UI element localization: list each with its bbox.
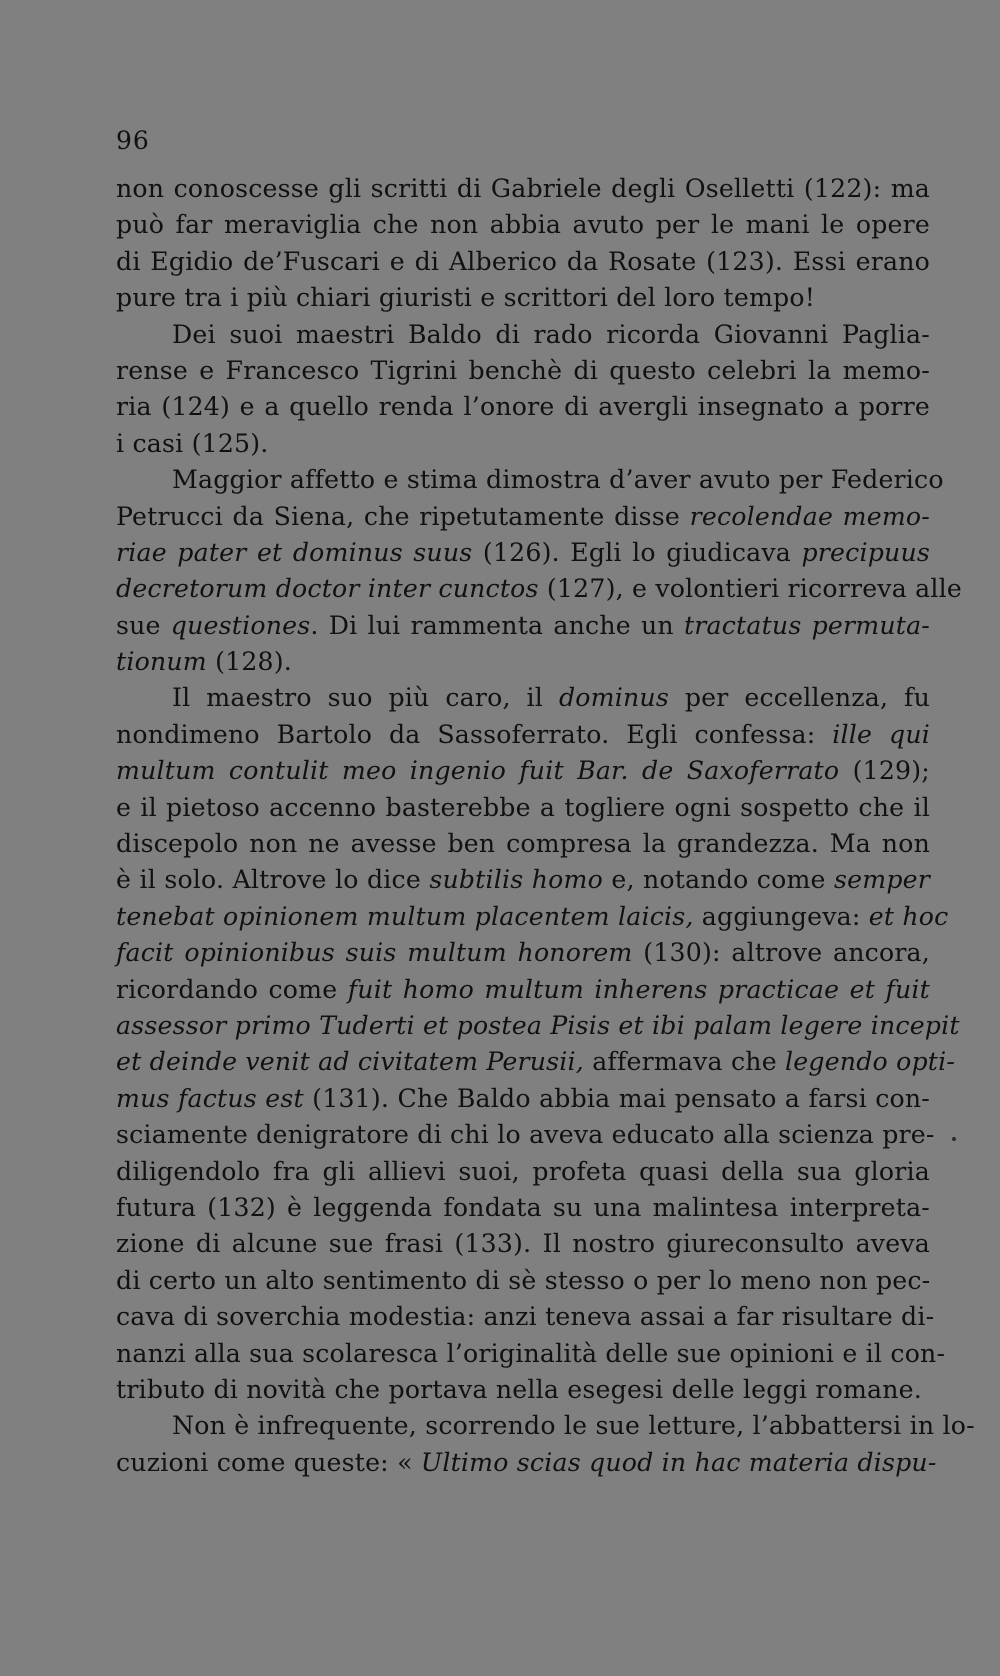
text-segment: cava di soverchia modestia: anzi teneva assai a far risultare di- — [116, 1302, 935, 1332]
text-segment: i casi (125). — [116, 428, 269, 458]
text-segment: Petrucci da Siena, che ripetutamente disse — [116, 501, 690, 531]
italic-text: decretorum doctor inter cunctos — [116, 574, 539, 604]
italic-text: semper — [834, 865, 930, 895]
text-segment: ricordando come — [116, 974, 348, 1004]
text-line — [116, 1190, 930, 1226]
italic-text: ille qui — [832, 719, 930, 749]
text-line — [116, 1336, 946, 1372]
text-segment: discepolo non ne avesse ben compresa la grandezza. Ma non — [116, 829, 930, 859]
italic-text: legendo opti- — [785, 1047, 956, 1077]
text-line — [116, 972, 930, 1008]
text-segment: e il pietoso accenno basterebbe a togliere ogni sospetto che il — [116, 792, 930, 822]
italic-text: tenebat opinionem multum placentem laicis, — [116, 901, 694, 931]
text-line — [116, 1263, 930, 1299]
text-line — [116, 1445, 937, 1481]
text-line — [116, 171, 930, 207]
text-line — [116, 717, 930, 753]
text-segment: (130): altrove ancora, — [632, 938, 930, 968]
italic-text: precipuus — [801, 537, 930, 567]
text-segment: di certo un alto sentimento di sè stesso o per lo meno non pec- — [116, 1265, 931, 1295]
text-segment: zione di alcune sue frasi (133). Il nostro giureconsulto aveva — [116, 1229, 930, 1259]
italic-text: et hoc — [868, 901, 949, 931]
text-line — [116, 499, 930, 535]
text-segment: nanzi alla sua scolaresca l’originalità delle sue opinioni e il con- — [116, 1338, 946, 1368]
text-line — [116, 1008, 960, 1044]
text-segment: (128). — [206, 647, 293, 677]
text-segment: diligendolo fra gli allievi suoi, profeta quasi della sua gloria — [116, 1156, 930, 1186]
text-line — [116, 1299, 935, 1335]
text-line — [116, 1408, 975, 1444]
text-segment: e, notando come — [602, 865, 834, 895]
text-segment: affermava che — [584, 1047, 786, 1077]
italic-text: facit opinionibus suis multum honorem — [116, 938, 633, 968]
text-segment: pure tra i più chiari giuristi e scrittori del loro tempo! — [116, 283, 816, 313]
text-line — [116, 535, 930, 571]
text-segment: (126). Egli lo giudicava — [472, 537, 802, 567]
italic-text: riae pater et dominus suus — [116, 537, 473, 567]
text-segment: Il maestro suo più caro, il — [172, 683, 559, 713]
body-text — [116, 171, 975, 1591]
text-line — [116, 426, 930, 462]
text-segment: per eccellenza, fu — [668, 683, 930, 713]
text-line — [116, 935, 930, 971]
text-line — [116, 207, 930, 243]
text-line — [116, 826, 930, 862]
italic-text: subtilis homo — [429, 865, 603, 895]
text-line — [116, 317, 930, 353]
text-segment: tributo di novità che portava nella esegesi delle leggi romane. — [116, 1374, 922, 1404]
text-segment: Dei suoi maestri Baldo di rado ricorda Giovanni Paglia- — [172, 319, 930, 349]
text-line — [116, 280, 930, 316]
text-line — [116, 644, 930, 680]
text-line — [116, 680, 930, 716]
text-line — [116, 1044, 956, 1080]
italic-text: questiones — [170, 610, 311, 640]
text-segment: (129); — [839, 756, 930, 786]
text-line — [116, 1117, 935, 1153]
text-segment: nondimeno Bartolo da Sassoferrato. Egli confessa: — [116, 719, 833, 749]
text-segment: è il solo. Altrove lo dice — [116, 865, 430, 895]
text-line — [116, 571, 962, 607]
text-segment: Maggior affetto e stima dimostra d’aver avuto per Federico — [172, 465, 944, 495]
italic-text: multum contulit meo ingenio fuit Bar. de Saxoferrato — [116, 756, 840, 786]
text-line — [116, 1081, 930, 1117]
text-line — [116, 1226, 930, 1262]
text-segment: può far meraviglia che non abbia avuto per le mani le opere — [116, 210, 930, 240]
text-line — [116, 899, 949, 935]
text-segment: rense e Francesco Tigrini benchè di questo celebri la memo- — [116, 355, 930, 385]
italic-text: recolendae memo- — [689, 501, 930, 531]
text-segment: cuzioni come queste: « — [116, 1447, 421, 1477]
italic-text: assessor primo Tuderti et postea Pisis et ibi palam legere incepit — [116, 1010, 960, 1040]
text-segment: non conoscesse gli scritti di Gabriele degli Oselletti (122): ma — [116, 174, 930, 203]
text-segment: . Di lui rammenta anche un — [310, 610, 684, 640]
text-line — [116, 244, 930, 280]
page-number: 96 — [116, 126, 150, 155]
text-line — [116, 353, 930, 389]
text-line — [116, 462, 944, 498]
text-line — [116, 1372, 930, 1408]
text-segment: (131). Che Baldo abbia mai pensato a farsi con- — [303, 1083, 931, 1113]
text-segment: Non è infrequente, scorrendo le sue letture, l’abbattersi in lo- — [172, 1411, 975, 1441]
text-segment: sue — [116, 610, 171, 640]
text-segment: (127), e volontieri ricorreva alle — [538, 574, 962, 604]
text-segment: aggiungeva: — [693, 901, 869, 931]
text-segment: futura (132) è leggenda fondata su una malintesa interpreta- — [116, 1192, 930, 1222]
italic-text: mus factus est — [116, 1083, 304, 1113]
scan-speck — [952, 1137, 956, 1141]
text-segment: sciamente denigratore di chi lo aveva educato alla scienza pre- — [116, 1120, 935, 1150]
text-segment: ria (124) e a quello renda l’onore di avergli insegnato a porre — [116, 392, 930, 422]
text-line — [116, 790, 930, 826]
italic-text: fuit homo multum inherens practicae et fuit — [347, 974, 930, 1004]
italic-text: Ultimo scias quod in hac materia dispu- — [420, 1447, 937, 1477]
italic-text: et deinde venit ad civitatem Perusii, — [116, 1047, 584, 1077]
text-line — [116, 1154, 930, 1190]
text-line — [116, 608, 930, 644]
italic-text: dominus — [558, 683, 669, 713]
italic-text: tionum — [116, 647, 207, 677]
italic-text: tractatus permuta- — [683, 610, 930, 640]
text-line — [116, 389, 930, 425]
text-line — [116, 753, 930, 789]
text-line — [116, 862, 930, 898]
text-segment: di Egidio de’Fuscari e di Alberico da Rosate (123). Essi erano — [116, 246, 930, 276]
